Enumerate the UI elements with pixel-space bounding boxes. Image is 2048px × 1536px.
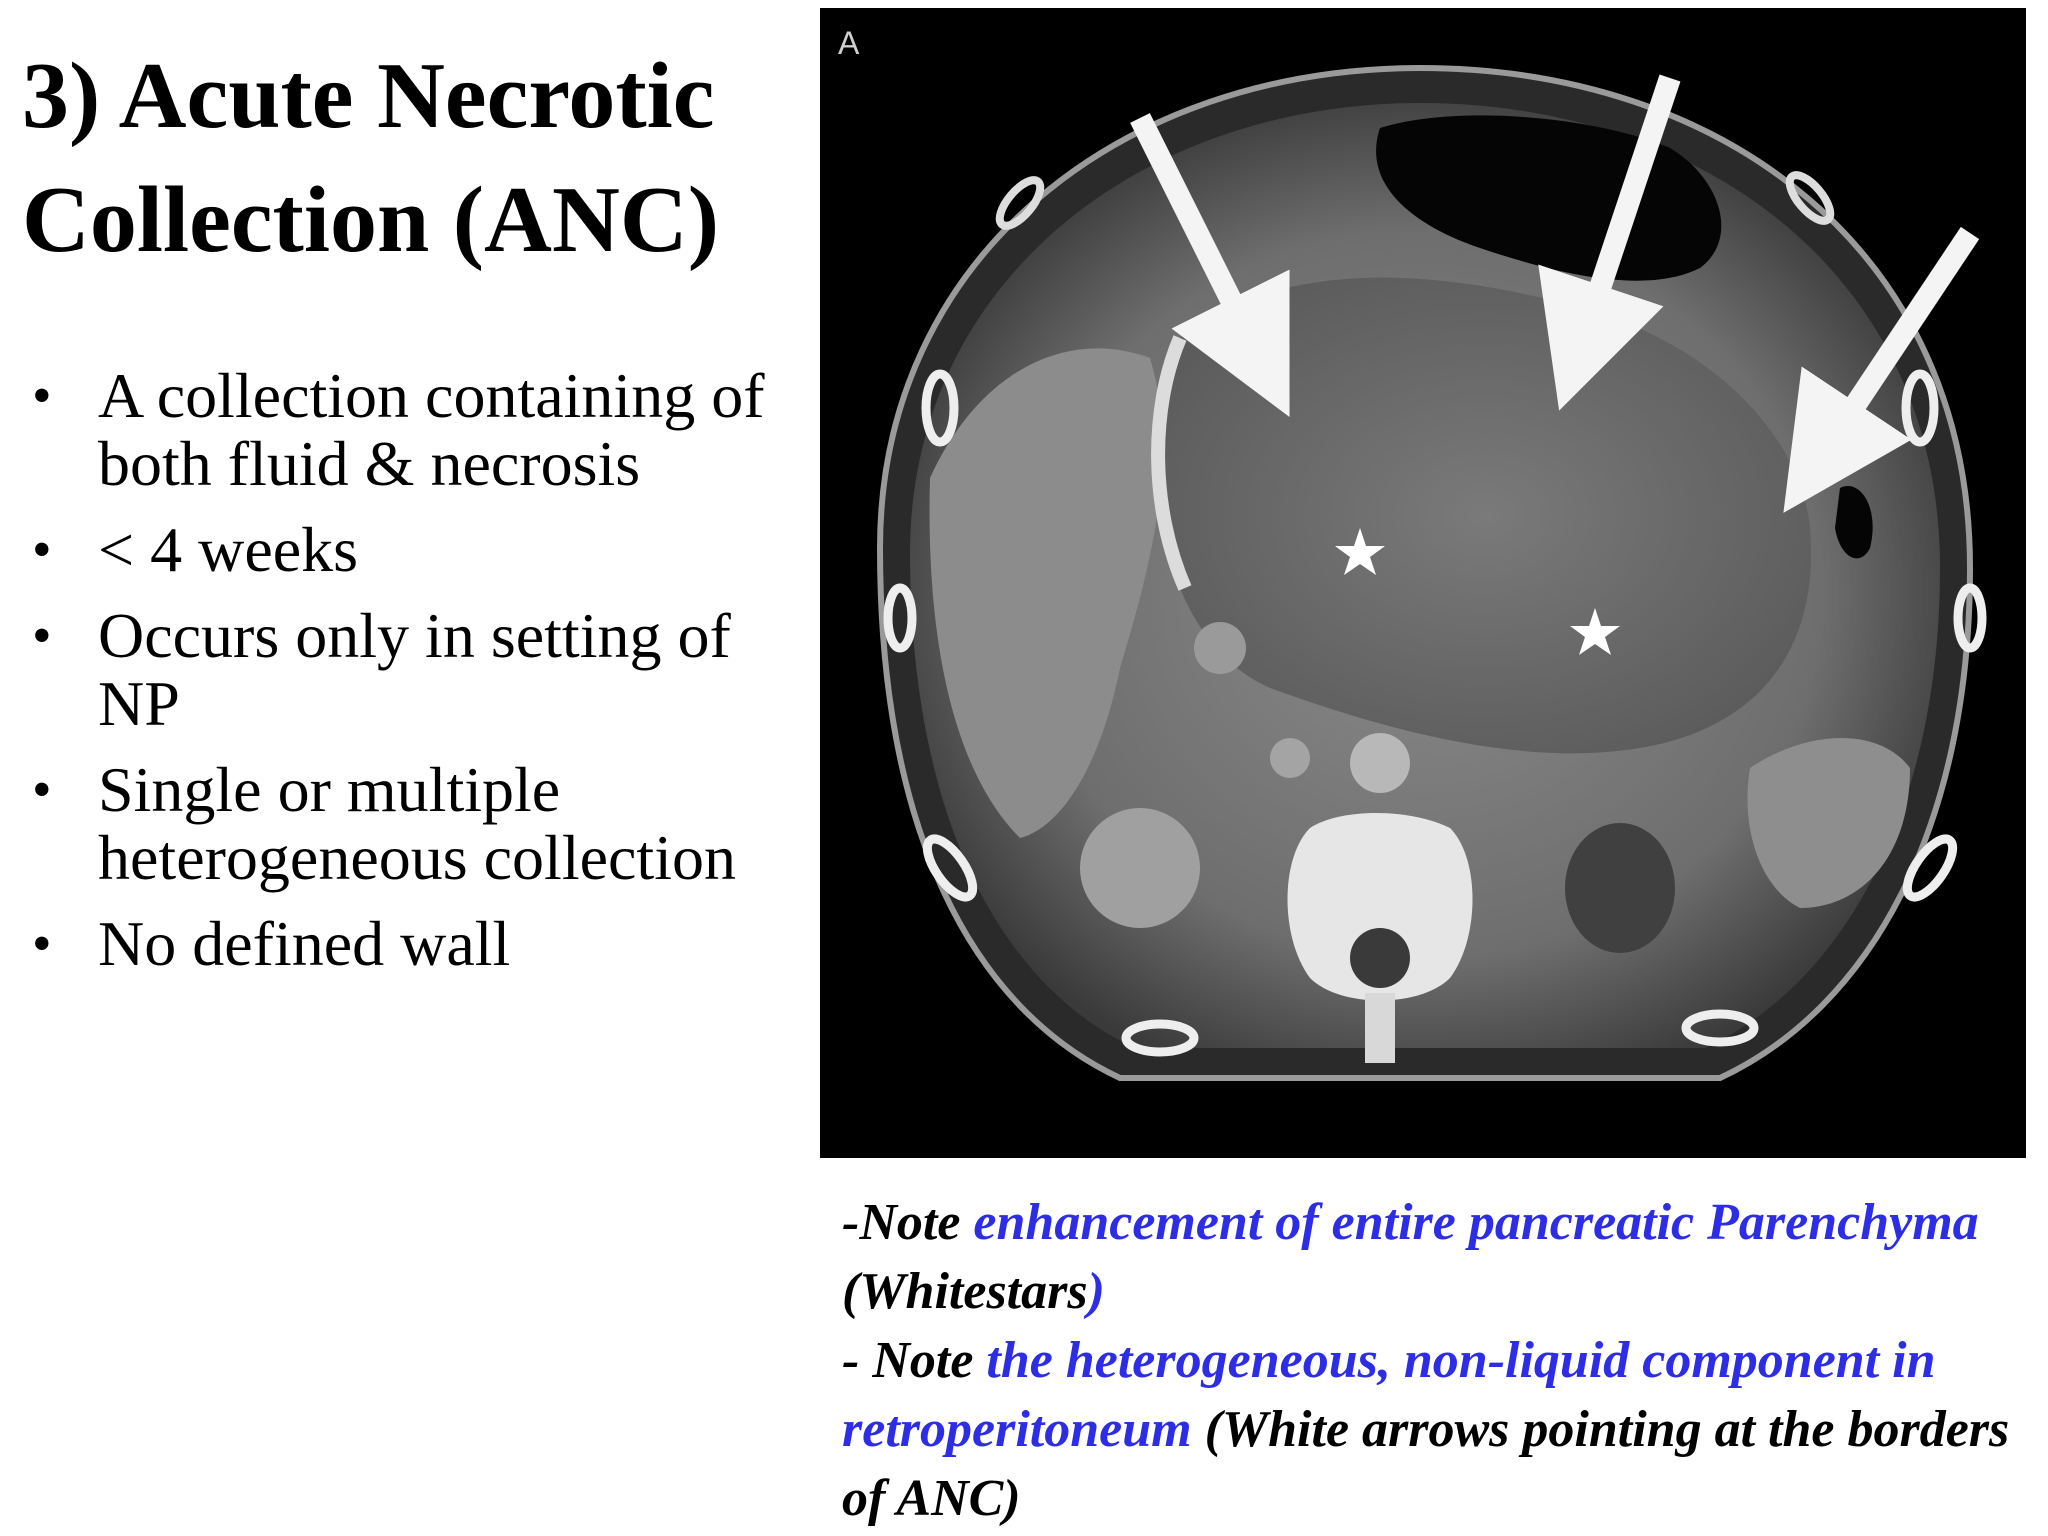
- caption-paren: (Whitestars: [842, 1263, 1088, 1320]
- bullet-dot: •: [32, 365, 52, 427]
- bullet-dot: •: [32, 913, 52, 975]
- bullet-item: [22, 602, 812, 738]
- ct-scan-illustration: [820, 8, 2026, 1158]
- bullet-item: [22, 910, 812, 978]
- bullet-text: A collection containing of both fluid & necrosis: [98, 360, 765, 499]
- bullet-item: [22, 516, 812, 584]
- caption-prefix: -Note: [842, 1194, 974, 1251]
- caption-paren-close: ): [1087, 1263, 1105, 1320]
- bullet-text: Occurs only in setting of NP: [98, 600, 731, 739]
- bullet-text: < 4 weeks: [98, 514, 359, 585]
- bullet-list: [22, 362, 812, 996]
- image-caption: [842, 1188, 2032, 1533]
- caption-rest: (White arrows pointing at the borders of ANC): [842, 1401, 2010, 1527]
- bullet-item: [22, 362, 812, 498]
- panel-label: A: [838, 25, 860, 61]
- bullet-dot: •: [32, 519, 52, 581]
- bullet-text: Single or multiple heterogeneous collection: [98, 754, 736, 893]
- bullet-dot: •: [32, 605, 52, 667]
- caption-highlight: enhancement of entire pancreatic Parenchyma: [973, 1194, 1979, 1251]
- caption-highlight: the heterogeneous, non-liquid component in retroperitoneum: [842, 1332, 1936, 1458]
- caption-line-1: [842, 1188, 2032, 1326]
- bullet-item: [22, 756, 812, 892]
- bullet-text: No defined wall: [98, 908, 511, 979]
- slide-title: 3) Acute Necrotic Collection (ANC): [22, 44, 720, 272]
- caption-line-2: [842, 1326, 2032, 1533]
- ct-scan-image: [820, 8, 2026, 1158]
- caption-prefix: - Note: [842, 1332, 987, 1389]
- bullet-dot: •: [32, 759, 52, 821]
